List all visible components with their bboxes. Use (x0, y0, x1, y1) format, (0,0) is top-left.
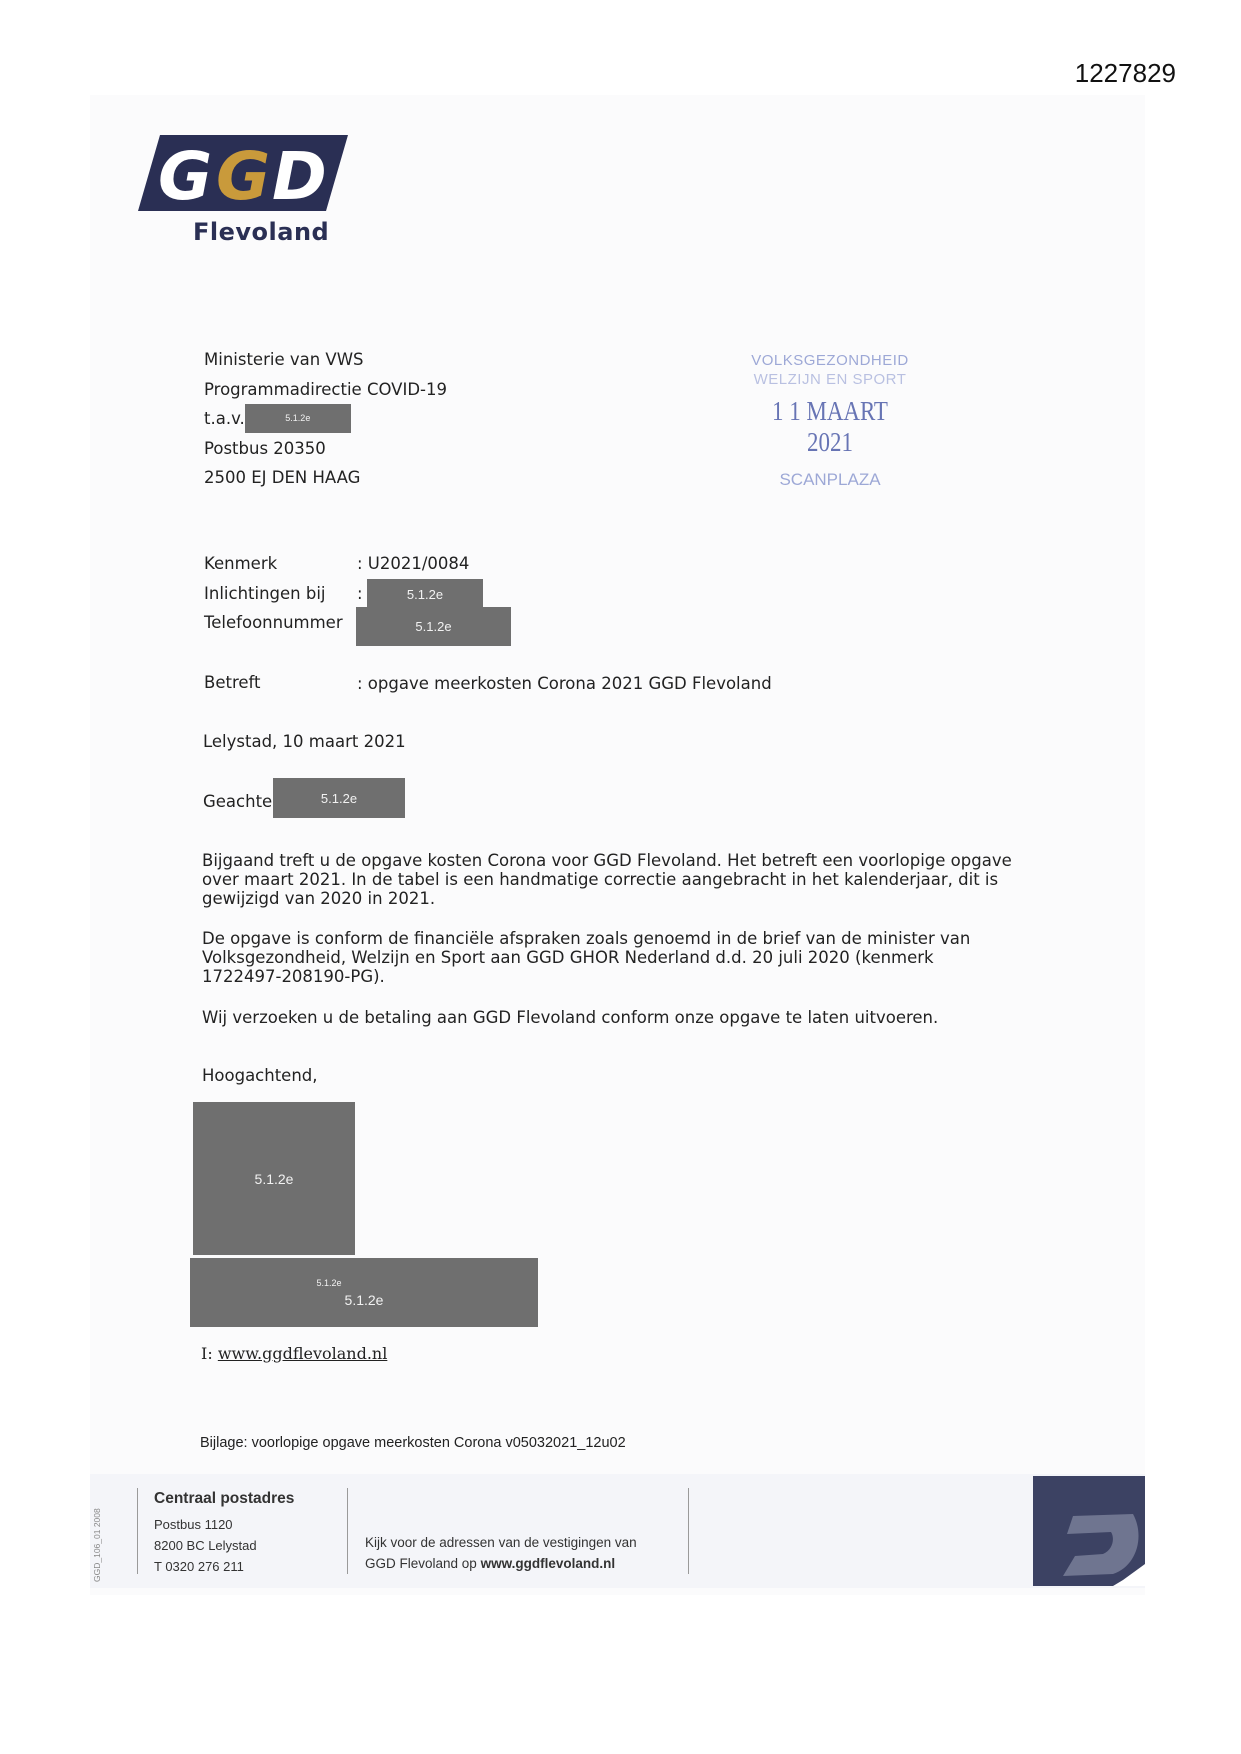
letter-paper (90, 95, 1145, 1595)
telefoon-label: Telefoonnummer (204, 613, 343, 632)
stamp-date: 1 1 MAART 2021 (772, 396, 888, 457)
ggd-logo-mark (138, 135, 348, 211)
footer-logo-block (1033, 1476, 1145, 1586)
name-redaction: 5.1.2e (344, 1291, 384, 1308)
kenmerk-label: Kenmerk (204, 554, 278, 573)
footer-divider-1 (137, 1488, 138, 1574)
logo-letter-d: D (272, 138, 327, 211)
inlichtingen-redaction: 5.1.2e (367, 579, 483, 609)
telefoon-redaction: 5.1.2e (356, 607, 511, 646)
website-line (201, 1344, 387, 1363)
paragraph-1: Bijgaand treft u de opgave kosten Corona voor GGD Flevoland. Het betreft een voorlopige opgave over maart 2021. In de tabel is een handmatige correctie aangebracht in het kalenderjaar, dit is gewijzigd van 2020 in 2021. (202, 851, 1012, 908)
tav-redaction: 5.1.2e (245, 404, 351, 433)
footer-info-prefix: GGD Flevoland op (365, 1556, 477, 1571)
attachment-line: Bijlage: voorlopige opgave meerkosten Corona v05032021_12u02 (200, 1435, 626, 1451)
closing: Hoogachtend, (202, 1066, 318, 1085)
footer-divider-3 (688, 1488, 689, 1574)
logo-subtitle: Flevoland (193, 218, 330, 246)
footer-postbus: Postbus 1120 (154, 1517, 233, 1532)
name-redaction-block (190, 1258, 538, 1327)
name-redaction-small: 5.1.2e (316, 1277, 342, 1288)
logo-letter-g1: G (158, 138, 213, 211)
betreft-value: : opgave meerkosten Corona 2021 GGD Flevoland (357, 674, 772, 693)
address-line-1: Ministerie van VWS (204, 350, 364, 369)
letter-date: Lelystad, 10 maart 2021 (203, 732, 406, 751)
footer-phone: T 0320 276 211 (154, 1559, 244, 1574)
tav-label: t.a.v. (204, 409, 245, 428)
salutation-redaction: 5.1.2e (273, 778, 405, 818)
footer-info-line-1: Kijk voor de adressen van de vestigingen van (365, 1535, 637, 1550)
website-prefix: I: (201, 1344, 213, 1363)
ggd-logo (138, 135, 348, 215)
stamp-line-2: WELZIJN EN SPORT (753, 371, 907, 388)
address-line-2: Programmadirectie COVID-19 (204, 379, 447, 399)
logo-letter-g2: G (216, 138, 271, 211)
address-line-5: 2500 EJ DEN HAAG (204, 468, 361, 487)
footer-side-code: GGD_106_01 2008 (92, 1508, 102, 1582)
paragraph-3: Wij verzoeken u de betaling aan GGD Flevoland conform onze opgave te laten uitvoeren. (202, 1008, 939, 1027)
betreft-label: Betreft (204, 673, 261, 692)
salutation-label: Geachte (203, 792, 273, 811)
footer-address (154, 1514, 257, 1577)
document-number: 1227829 (1074, 58, 1176, 88)
address-line-4: Postbus 20350 (204, 438, 326, 458)
stamp-line-1: VOLKSGEZONDHEID (751, 352, 909, 369)
inlichtingen-label: Inlichtingen bij (204, 584, 326, 603)
inlichtingen-colon: : (357, 584, 363, 603)
footer-info-url[interactable]: www.ggdflevoland.nl (480, 1556, 616, 1571)
kenmerk-value: : U2021/0084 (357, 554, 470, 573)
footer-title: Centraal postadres (154, 1490, 295, 1507)
received-stamp (740, 352, 920, 490)
stamp-line-3: SCANPLAZA (779, 470, 881, 489)
recipient-address (204, 345, 447, 493)
footer-info (365, 1532, 637, 1574)
website-link[interactable]: www.ggdflevoland.nl (217, 1344, 388, 1363)
footer-logo-icon (1033, 1476, 1145, 1586)
footer-divider-2 (347, 1488, 348, 1574)
footer-city: 8200 BC Lelystad (154, 1538, 257, 1553)
paragraph-2: De opgave is conform de financiële afspraken zoals genoemd in de brief van de minister van Volksgezondheid, Welzijn en Sport aan GGD GHOR Nederland d.d. 20 juli 2020 (kenmerk 1722497-208190-PG). (202, 929, 971, 986)
signature-redaction: 5.1.2e (193, 1102, 355, 1255)
